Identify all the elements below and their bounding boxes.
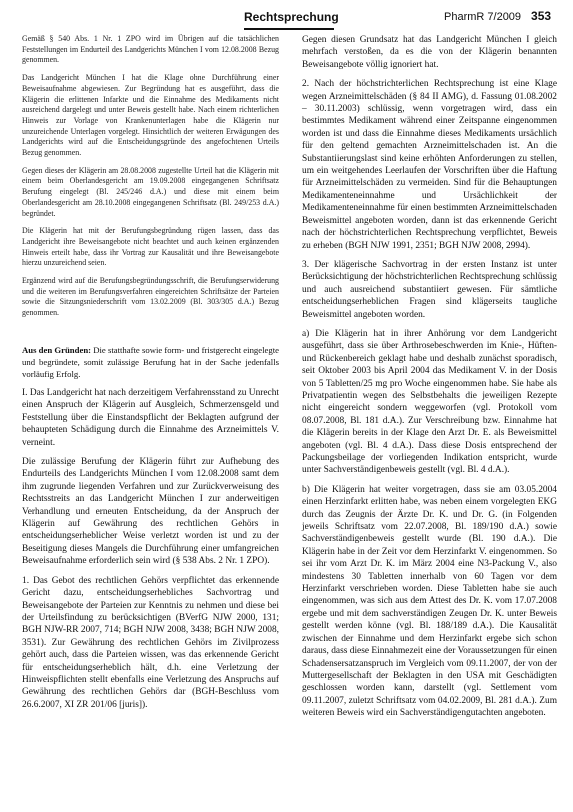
paragraph-r1 xyxy=(302,34,557,71)
page-number: 353 xyxy=(531,9,552,23)
paragraph-text: 3. Der klägerische Sachvortrag in der ersten Instanz ist unter Berücksichtigung der höchstrichterlichen Rechtsprechung schlüssig und auch ausreichend substantiiert gewesen. Für sämtliche entscheidungserheblichen Fragen sind klägerseits taugliche Beweismittel angeboten worden. xyxy=(302,259,557,320)
paragraph-text: 1. Das Gebot des rechtlichen Gehörs verpflichtet das erkennende Gericht dazu, entscheidungserhebliches Sachvortrag und Beweisangebote der Parteien zur Kenntnis zu nehmen und diese bei der Urteilsfindung zu berücksichtigen (BVerfG NJW 2000, 131; BGH NJW-RR 2007, 714; BGH NJW 2008, 3438; BGH NJW 2008, 3531). Zur Gewährung des rechtlichen Gehörs im Zivilprozess gehört auch, dass die Parteien wissen, was das erkennende Gericht für entscheidungserheblich hält, d.h. eine Verletzung der Hinweispflichten stellt ebenfalls eine Verletzung des Anspruchs auf Gewährung des rechtlichen Gehörs dar (BGH-Beschluss vom 26.6.2007, XI ZR 201/06 [juris]). xyxy=(22,575,279,710)
paragraph-text: Das Landgericht München I hat die Klage ohne Durchführung einer Beweisaufnahme abgewiesen. Zur Begründung hat es ausgeführt, dass die Klägerin die erlittenen Infarkte und die Einnahme des Medikaments nicht ausreichend dargelegt und unter Beweis gestellt habe. Nach einem richterlichen Hinweis zur Vorlage von Krankenunterlagen habe die Klägerin nur unzureichende Unterlagen vorgelegt. Hinsichtlich der weiteren Erwägungen des Landgerichts wird auf die Entscheidungsgründe des angefochtenen Urteils Bezug genommen. xyxy=(22,73,279,158)
paragraph-text: Ergänzend wird auf die Berufungsbegründungsschrift, die Berufungserwiderung und die weiteren im Berufungsverfahren eingereichten Schriftsätze der Parteien sowie die Sitzungsniederschrift vom 13.02.2009 (Bl. 303/305 d.A.) Bezug genommen. xyxy=(22,276,279,318)
paragraph-text: a) Die Klägerin hat in ihrer Anhörung vor dem Landgericht ausgeführt, dass sie über Arthrosebeschwerden im Knie-, Hüften- und Rückenbereich geklagt habe und deshalb zunächst sporadisch, seit Oktober 2003 bis April 2004 das Medikament V. in der Dosis von 5 Tabletten/25 mg pro Woche eingenommen habe. Sie habe als Privatpatientin wegen des Selbstbehalts die jeweiligen Rezepte nicht eingereicht sondern weggeworfen (vgl. Protokoll vom 08.07.2008, Bl. 181 d.A.). Zur Verschreibung bzw. Einnahme hat die Klägerin bereits in der Klage den Arzt Dr. E. als Beweismittel angeboten (vgl. Bl. 4 d.A.). Dass diese Dosis entsprechend der Packungsbeilage der vorliegenden Indikation entspricht, wurde unter Sachverständigenbeweis gestellt (vgl. Bl. 4 d.A.). xyxy=(302,328,557,476)
paragraph-text: Gegen dieses der Klägerin am 28.08.2008 zugestellte Urteil hat die Klägerin mit einem beim Oberlandesgericht am 19.09.2008 eingegangenen Schriftsatz Berufung eingelegt (Bl. 245/246 d.A.) und diese mit einem beim Oberlandesgericht am 28.10.2008 eingegangenen Schriftsatz (Bl. 249/253 d.A.) begründet. xyxy=(22,165,279,218)
paragraph-text: b) Die Klägerin hat weiter vorgetragen, dass sie am 03.05.2004 einen Herzinfarkt erlitten habe, was neben einem vorgelegten EKG durch das Zeugnis der Ärzte Dr. K. und Dr. G. (in Folgenden jeweils Schriftsatz vom 22.07.2008, Bl. 189/190 d.A.) sowie Sachverständigenbeweis gestellt wurde (Bl. 190 d.A.). Die Klägerin habe in der Zeit vor dem Herzinfarkt V. eingenommen. So sei ihr vom Arzt Dr. K. im März 2004 eine N3-Packung V., also mindestens 30 Tabletten innerhalb von 60 Tagen vor dem Herzinfarkt verschrieben worden. Diese Tabletten habe sie auch eingenommen, was sich aus dem Attest des Dr. K. vom 17.07.2008 ergebe und mit dem sachverständigen Zeugen Dr. K. unter Beweis gestellt werden könne (vgl. Bl. 188/189 d.A.). Die Kausalität zwischen der Einnahme und dem Herzinfarkt ergebe sich schon daraus, dass diese Einnahmezeit eine der Voraussetzungen für einen Schadensersatzanspruch im Vergleich vom 09.11.2007, der von der Muttergesellschaft der Beklagten in den USA mit Geschädigten geschlossen worden kann, darstellt (vgl. Settlement vom 09.11.2007, zuletzt Schriftsatz vom 04.02.2009, Bl. 281 d.A.). Zum weiteren Beweis wird ein Sachverständigengutachten angeboten. xyxy=(302,484,557,719)
section-heading: Rechtsprechung xyxy=(244,6,334,30)
paragraph-r5 xyxy=(302,484,557,720)
paragraph-r2 xyxy=(302,78,557,252)
paragraph-p4 xyxy=(22,226,279,269)
paragraph-p3 xyxy=(22,166,279,220)
paragraph-text: I. Das Landgericht hat nach derzeitigem Verfahrensstand zu Unrecht einen Anspruch der Klägerin auf Ausgleich, Schmerzensgeld und Feststellung über die Einstandspflicht der Beklagten aufgrund der behaupteten Schädigung durch die Einnahme des Arzneimittels V. verneint. xyxy=(22,388,279,448)
paragraph-p5 xyxy=(22,276,279,319)
paragraph-p9 xyxy=(22,575,279,711)
paragraph-p1 xyxy=(22,34,279,66)
paragraph-text: Die statthafte sowie form- und fristgerecht eingelegte und begründete, somit zulässige Berufung hat in der Sache jedenfalls vorläufig Erfolg. xyxy=(22,344,280,379)
paragraph-text: Gegen diesen Grundsatz hat das Landgericht München I gleich mehrfach verstoßen, da es die von der Klägerin benannten Beweisangebote völlig ignoriert hat. xyxy=(302,35,557,70)
paragraph-text: Die Klägerin hat mit der Berufungsbegründung rügen lassen, dass das Landgericht ihre Beweisangebote nicht beachtet und auch keinen ergänzenden Hinweis erteilt habe, dass ihr Vortrag zur Kausalität und ihre Beweisangebote hierzu unzureichend seien. xyxy=(22,226,279,268)
paragraph-r3 xyxy=(302,259,557,321)
paragraph-p2 xyxy=(22,73,279,159)
paragraph-r4 xyxy=(302,328,557,477)
journal-issue: PharmR 7/2009 xyxy=(444,11,522,23)
paragraph-text: Die zulässige Berufung der Klägerin führt zur Aufhebung des Endurteils des Landgerichts München I vom 12.08.2008 samt dem ihm zugrunde liegenden Verfahren und zur Zurückverweisung des Rechtsstreits an das Landgericht München I zur anderweitigen Verhandlung und erneuten Entscheidung, da der Anspruch der Klägerin auf Gewährung des rechtlichen Gehörs in entscheidungserheblicher Weise verletzt worden ist und zu der Beseitigung dieses Mangels die Durchführung einer umfangreichen Beweisaufnahme erforderlich sein wird (§ 538 Abs. 2 Nr. 1 ZPO). xyxy=(22,457,279,567)
paragraph-p6 xyxy=(22,344,279,380)
reasons-heading: Aus den Gründen: xyxy=(22,344,92,355)
paragraph-text: Gemäß § 540 Abs. 1 Nr. 1 ZPO wird im Übrigen auf die tatsächlichen Feststellungen im Endurteil des Landgerichts München I vom 12.08.2008 Bezug genommen. xyxy=(22,34,279,65)
paragraph-text: 2. Nach der höchstrichterlichen Rechtsprechung ist eine Klage wegen Arzneimittelschäden (§ 84 II AMG), d. Fassung 01.08.2002 – 30.11.2003) schlüssig, wenn vorgetragen wird, dass ein bestimmtes Medikament während einer Zeitspanne eingenommen worden ist und dass die Einnahme dieses Medikaments ursächlich für den geltend gemachten Arzneimittelschaden ist. An die Substantiierungslast sind keine erhöhten Anforderungen zu stellen, um ein weitgehendes Leerlaufen der Vorschriften über die Haftung für Arzneimittelschäden zu vermeiden. Sind für die Behauptungen Medikamenteneinnahme und Ursächlichkeit der Medikamenteneinnahme für einen bestimmten Arzneimittelschaden Beweismittel angeboten worden, dann ist das erkennende Gericht nach der höchstrichterlichen Rechtsprechung verpflichtet, Beweis zu erheben (BGH NJW 1991, 2351; BGH NJW 2008, 2994). xyxy=(302,79,557,251)
paragraph-gap xyxy=(22,326,279,344)
left-column xyxy=(22,34,279,718)
running-header xyxy=(444,9,551,23)
right-column xyxy=(302,34,557,727)
paragraph-p8 xyxy=(22,456,279,568)
paragraph-p7 xyxy=(22,387,279,449)
